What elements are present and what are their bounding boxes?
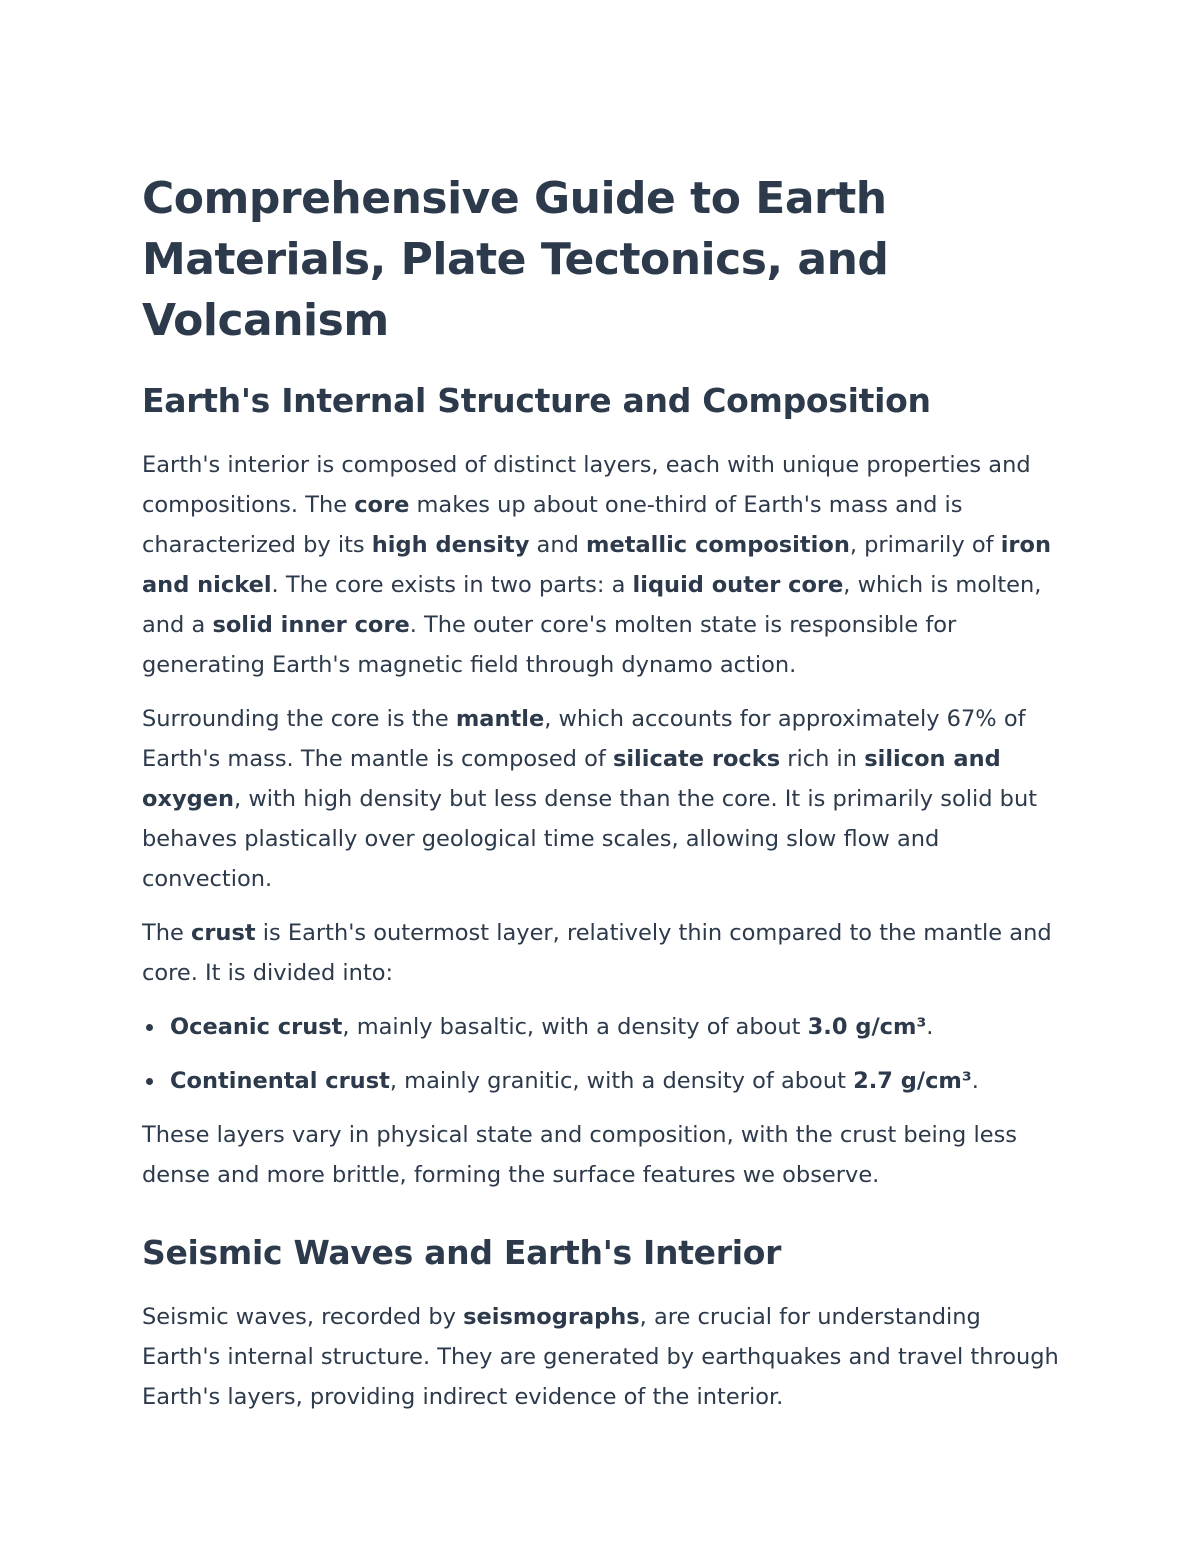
text-run: , with high density but less dense than the core. It is primarily solid but behaves plastically over geological time scales, allowing slow flow and convection. <box>142 786 1038 892</box>
bold-term: iron and nickel <box>142 532 1051 598</box>
text-run: Surrounding the core is the <box>142 706 456 732</box>
text-run: , mainly granitic, with a density of about <box>389 1068 854 1094</box>
text-run: , are crucial for understanding Earth's internal structure. They are generated by earthquakes and travel through Earth's layers, providing indirect evidence of the interior. <box>142 1304 1059 1410</box>
section-heading-internal-structure: Earth's Internal Structure and Composition <box>142 381 931 420</box>
text-run: . <box>971 1068 979 1094</box>
text-run: , primarily of <box>849 532 1001 558</box>
bold-term: high density <box>371 532 530 558</box>
list-item <box>170 1061 1062 1101</box>
bold-term: Continental crust <box>170 1068 390 1094</box>
bold-term: metallic composition <box>586 532 850 558</box>
bold-term: silicon and oxygen <box>142 746 1001 812</box>
text-run: . The core exists in two parts: a <box>271 572 633 598</box>
bold-term: liquid outer core <box>632 572 844 598</box>
text-run: . The outer core's molten state is responsible for generating Earth's magnetic field through dynamo action. <box>142 612 957 678</box>
text-run: makes up about one-third of Earth's mass and is characterized by its <box>142 492 963 558</box>
text-run: and <box>529 532 587 558</box>
text-run: . <box>926 1014 934 1040</box>
paragraph-crust <box>142 913 1062 993</box>
page-title: Comprehensive Guide to Earth Materials, Plate Tectonics, and Volcanism <box>142 173 889 346</box>
paragraph-mantle <box>142 699 1062 899</box>
bold-term: solid inner core <box>212 612 410 638</box>
paragraph-layers-summary: These layers vary in physical state and composition, with the crust being less dense and more brittle, forming the surface features we observe. <box>142 1122 1018 1188</box>
bold-term: 2.7 g/cm³ <box>853 1068 972 1094</box>
bold-term: seismographs <box>463 1304 640 1330</box>
text-run: Earth's interior is composed of distinct layers, each with unique properties and compositions. The <box>142 452 1031 518</box>
paragraph-core <box>142 445 1062 685</box>
bold-term: 3.0 g/cm³ <box>807 1014 927 1040</box>
bold-term: mantle <box>455 706 545 732</box>
crust-types-list <box>142 1007 1062 1101</box>
bold-term: core <box>354 492 410 518</box>
text-run: , which is molten, and a <box>142 572 1042 638</box>
text-run: Seismic waves, recorded by <box>142 1304 464 1330</box>
text-run: is Earth's outermost layer, relatively thin compared to the mantle and core. It is divided into: <box>142 920 1052 986</box>
text-run: , which accounts for approximately 67% of Earth's mass. The mantle is composed of <box>142 706 1026 772</box>
text-run: , mainly basaltic, with a density of about <box>342 1014 808 1040</box>
bold-term: Oceanic crust <box>170 1014 343 1040</box>
text-run: The <box>142 920 191 946</box>
document-page <box>142 168 1062 1431</box>
paragraph-seismic <box>142 1297 1062 1417</box>
text-run: rich in <box>780 746 865 772</box>
list-item <box>170 1007 1062 1047</box>
bold-term: crust <box>191 920 256 946</box>
bold-term: silicate rocks <box>612 746 781 772</box>
section-heading-seismic-waves: Seismic Waves and Earth's Interior <box>142 1233 782 1272</box>
